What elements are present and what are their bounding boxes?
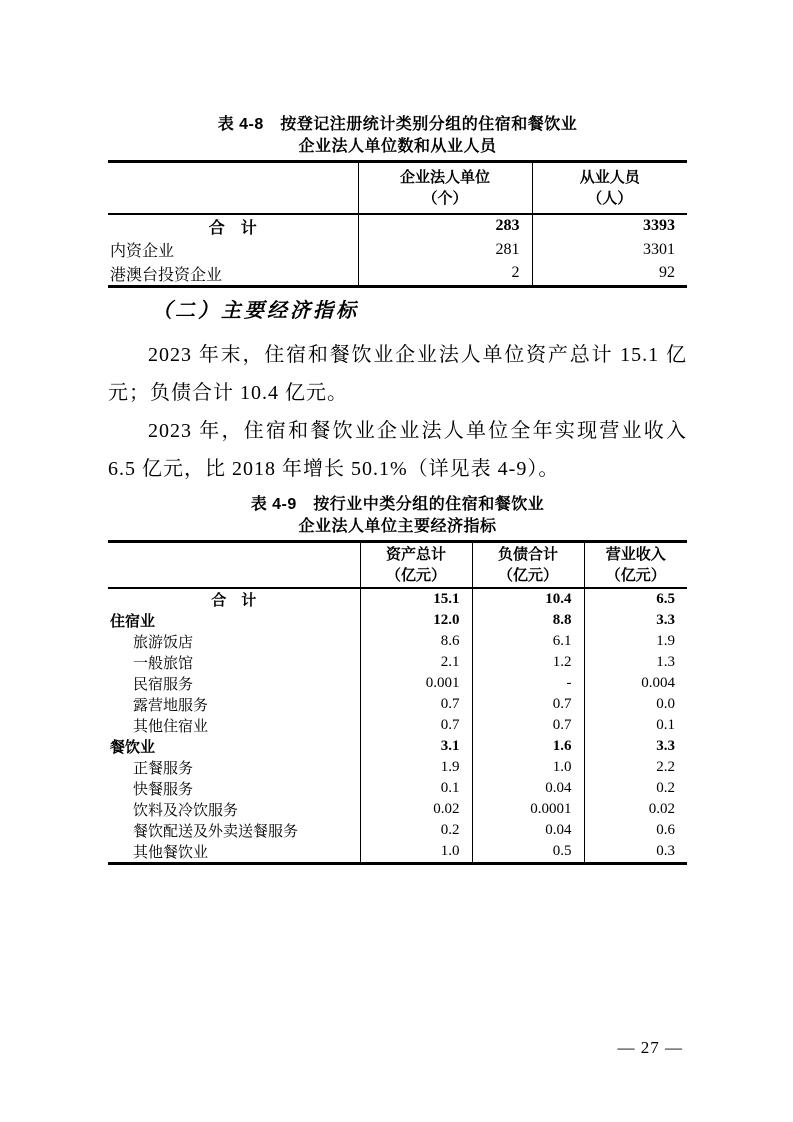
- cell-value: 0.5: [472, 841, 584, 864]
- cell-value: 0.6: [584, 820, 687, 841]
- cell-value: 15.1: [360, 588, 472, 610]
- table-row: [108, 238, 687, 262]
- row-label: 其他住宿业: [133, 719, 209, 735]
- cell-value: 1.2: [472, 652, 584, 673]
- row-label: 旅游饭店: [133, 635, 194, 651]
- header-line2: （个）: [422, 189, 468, 207]
- table-4-8-header-employees: [532, 162, 687, 214]
- row-label: 餐饮业: [110, 740, 156, 756]
- cell-value: 0.004: [584, 673, 687, 694]
- table-4-9-header-revenue: [584, 541, 687, 588]
- table-4-9-title: [108, 494, 687, 538]
- table-4-8-header-row: [108, 162, 687, 214]
- cell-value: 10.4: [472, 588, 584, 610]
- cell-value: 0.02: [584, 799, 687, 820]
- cell-value: 0.001: [360, 673, 472, 694]
- table-row: [108, 757, 687, 778]
- cell-value: 1.0: [472, 757, 584, 778]
- row-label: 快餐服务: [133, 782, 194, 798]
- table-row: [108, 820, 687, 841]
- table-4-9-title-line2: 企业法人单位主要经济指标: [298, 517, 497, 535]
- table-4-8-title: [108, 114, 687, 158]
- header-line2: （人）: [587, 189, 633, 207]
- cell-value: 0.04: [472, 778, 584, 799]
- cell-value: 6.1: [472, 631, 584, 652]
- header-line2: （亿元）: [497, 566, 558, 584]
- row-label: 饮料及冷饮服务: [133, 803, 239, 819]
- cell-value: 0.1: [360, 778, 472, 799]
- page-number: — 27 —: [617, 1038, 683, 1057]
- cell-value: 0.7: [472, 694, 584, 715]
- cell-value: 0.1: [584, 715, 687, 736]
- cell-value: 92: [532, 262, 687, 287]
- cell-value: 0.04: [472, 820, 584, 841]
- table-4-9-header-liabilities: [472, 541, 584, 588]
- cell-value: 3.3: [584, 736, 687, 757]
- cell-value: 8.8: [472, 610, 584, 631]
- table-4-9-header-blank: [108, 541, 360, 588]
- cell-value: 0.2: [360, 820, 472, 841]
- cell-value: 1.3: [584, 652, 687, 673]
- row-label: 正餐服务: [133, 761, 194, 777]
- paragraph: 2023 年末，住宿和餐饮业企业法人单位资产总计 15.1 亿元；负债合计 10.4 亿元。: [108, 343, 687, 404]
- row-label: 住宿业: [110, 614, 156, 630]
- cell-value: 1.0: [360, 841, 472, 864]
- row-label: 餐饮配送及外卖送餐服务: [133, 824, 299, 840]
- table-row: [108, 652, 687, 673]
- header-line2: （亿元）: [385, 566, 446, 584]
- table-4-8-header-units: [358, 162, 532, 214]
- cell-value: 281: [358, 238, 532, 262]
- table-4-9-title-line1: 表 4-9 按行业中类分组的住宿和餐饮业: [250, 495, 545, 513]
- cell-value: 0.0: [584, 694, 687, 715]
- table-4-8-title-line2: 企业法人单位数和从业人员: [298, 138, 497, 155]
- header-line1: 营业收入: [605, 545, 666, 563]
- table-row: [108, 736, 687, 757]
- cell-value: 1.9: [584, 631, 687, 652]
- cell-value: 1.6: [472, 736, 584, 757]
- table-row: [108, 841, 687, 864]
- table-row: [108, 214, 687, 238]
- row-label: 其他餐饮业: [133, 845, 209, 861]
- table-4-8: [108, 160, 687, 288]
- table-row: [108, 715, 687, 736]
- table-4-8-header-blank: [108, 162, 358, 214]
- cell-value: 3393: [532, 214, 687, 238]
- table-row: [108, 799, 687, 820]
- cell-value: 0.0001: [472, 799, 584, 820]
- cell-value: 283: [358, 214, 532, 238]
- cell-value: -: [472, 673, 584, 694]
- table-4-8-title-line1: 表 4-8 按登记注册统计类别分组的住宿和餐饮业: [217, 116, 578, 133]
- cell-value: 1.9: [360, 757, 472, 778]
- table-row: [108, 588, 687, 610]
- table-row: [108, 694, 687, 715]
- table-row: [108, 673, 687, 694]
- cell-value: 0.7: [472, 715, 584, 736]
- cell-value: 12.0: [360, 610, 472, 631]
- header-line1: 资产总计: [385, 545, 446, 563]
- header-line2: （亿元）: [605, 566, 666, 584]
- cell-value: 2: [358, 262, 532, 287]
- row-label: 合 计: [211, 593, 257, 609]
- cell-value: 0.02: [360, 799, 472, 820]
- header-line1: 从业人员: [579, 168, 640, 186]
- table-4-9: [108, 540, 687, 866]
- cell-value: 0.3: [584, 841, 687, 864]
- page-content: [108, 0, 687, 865]
- cell-value: 0.7: [360, 715, 472, 736]
- cell-value: 2.1: [360, 652, 472, 673]
- cell-value: 0.2: [584, 778, 687, 799]
- row-label: 合 计: [208, 219, 257, 237]
- table-4-9-header-assets: [360, 541, 472, 588]
- table-row: [108, 778, 687, 799]
- table-row: [108, 631, 687, 652]
- cell-value: 3301: [532, 238, 687, 262]
- section-heading: （二）主要经济指标: [152, 299, 359, 322]
- header-line1: 负债合计: [497, 545, 558, 563]
- row-label: 内资企业: [110, 243, 175, 260]
- cell-value: 3.3: [584, 610, 687, 631]
- header-line1: 企业法人单位: [399, 168, 490, 186]
- cell-value: 0.7: [360, 694, 472, 715]
- row-label: 港澳台投资企业: [110, 266, 223, 284]
- cell-value: 6.5: [584, 588, 687, 610]
- table-row: [108, 610, 687, 631]
- cell-value: 8.6: [360, 631, 472, 652]
- paragraph: 2023 年，住宿和餐饮业企业法人单位全年实现营业收入 6.5 亿元，比 2018 年增长 50.1%（详见表 4-9）。: [108, 419, 687, 480]
- row-label: 民宿服务: [133, 677, 194, 693]
- cell-value: 3.1: [360, 736, 472, 757]
- table-4-9-header-row: [108, 541, 687, 588]
- row-label: 露营地服务: [133, 698, 209, 714]
- table-row: [108, 262, 687, 287]
- row-label: 一般旅馆: [133, 656, 194, 672]
- cell-value: 2.2: [584, 757, 687, 778]
